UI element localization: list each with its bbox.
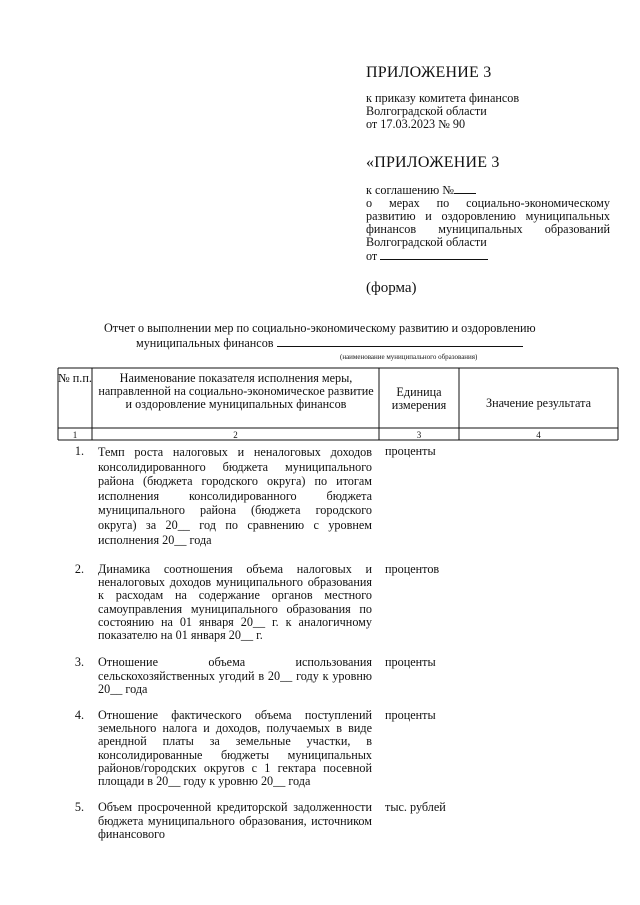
agreement-body: о мерах по социально-экономическому развитию и оздоровлению муниципальных финансов муниципальных образований Волгоградской области [366,196,610,249]
report-title-line1: Отчет о выполнении мер по социально-экономическому развитию и оздоровлению [104,321,536,335]
col-header-value: Значение результата [486,396,591,410]
row-number: 5. [74,800,84,814]
col-header-num: № п.п. [58,371,92,385]
col-header-unit: Единица измерения [391,385,447,413]
col-number: 1 [72,430,78,440]
agreement-date-label: от [366,249,378,263]
row-unit: процентов [385,562,440,576]
order-line: Волгоградской области [366,104,487,118]
col-number: 4 [536,430,541,440]
col-number: 3 [416,430,422,440]
row-number: 1. [74,444,84,458]
row-unit: проценты [385,655,436,669]
row-number: 4. [74,708,84,722]
municipality-caption: (наименование муниципального образования) [340,353,478,361]
row-indicator-text: Объем просроченной кредиторской задолженности бюджета муниципального образования, источником финансового [98,800,372,841]
col-header-name: Наименование показателя исполнения меры, направленной на социально-экономическое развитие и оздоровление муниципальных финансов [98,371,374,412]
order-line: от 17.03.2023 № 90 [366,117,466,131]
row-unit: проценты [385,444,436,458]
report-title-text: муниципальных финансов [136,336,274,350]
col-number: 2 [233,430,238,440]
form-label: (форма) [366,280,417,296]
row-indicator-text: Отношение объема использования сельскохозяйственных угодий в 20__ году к уровню 20__ года [98,655,372,696]
row-indicator-text: Отношение фактического объема поступлений земельного налога и доходов, получаемых в виде арендной платы за земельные участки, в консолидированные бюджеты муниципальных районов/городских округов с 1 гектара посевной площади в 20__ году к уровню 20__ года [98,708,372,789]
row-number: 2. [74,562,84,576]
agreement-appendix-title: «ПРИЛОЖЕНИЕ 3 [366,154,500,171]
appendix-title: ПРИЛОЖЕНИЕ 3 [366,64,492,81]
order-line: к приказу комитета финансов [366,91,520,105]
row-indicator-text: Динамика соотношения объема налоговых и неналоговых доходов муниципального образования к расходам на содержание органов местного самоуправления муниципального образования по состоянию на 01 января 20__ г. к аналогичному показателю на 01 января 20__ г. [98,562,372,643]
row-indicator-text: Темп роста налоговых и неналоговых доходов консолидированного бюджета муниципального района (бюджета городского округа) по итогам исполнения консолидированного бюджета муниципального района (бюджета городского округа) за 20__ год по сравнению с уровнем исполнения 20__ года [98,445,372,547]
row-number: 3. [74,655,84,669]
agreement-number-label: к соглашению № [366,183,454,197]
row-unit: тыс. рублей [385,800,446,814]
row-unit: проценты [385,708,436,722]
